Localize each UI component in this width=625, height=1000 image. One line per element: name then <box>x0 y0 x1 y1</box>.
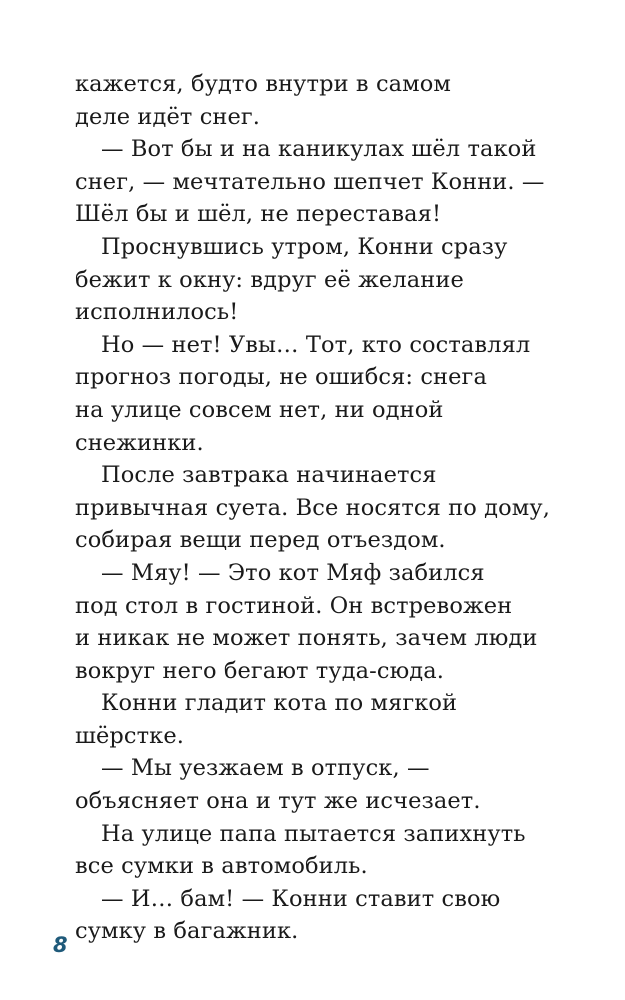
text-line: Но — нет! Увы… Тот, кто составлял <box>101 331 531 358</box>
text-line: все сумки в автомобиль. <box>75 853 368 880</box>
text-line: На улице папа пытается запихнуть <box>101 820 526 847</box>
text-line: на улице совсем нет, ни одной <box>75 396 444 423</box>
text-line: собирая вещи перед отъездом. <box>75 527 446 554</box>
text-line: снежинки. <box>75 429 204 456</box>
text-line: После завтрака начинается <box>101 462 437 489</box>
text-line: — Вот бы и на каникулах шёл такой <box>101 136 537 163</box>
text-line: объясняет она и тут же исчезает. <box>75 788 481 815</box>
text-line: снег, — мечтательно шепчет Конни. — <box>75 168 545 195</box>
text-line: привычная суета. Все носятся по дому, <box>75 494 550 521</box>
page-number: 8 <box>53 933 68 957</box>
body-text <box>75 68 605 948</box>
text-line: — И… бам! — Конни ставит свою <box>101 885 501 912</box>
text-line: Шёл бы и шёл, не переставая! <box>75 201 442 228</box>
text-line: — Мы уезжаем в отпуск, — <box>101 755 430 782</box>
text-line: и никак не может понять, зачем люди <box>75 625 538 652</box>
text-line: вокруг него бегают туда-сюда. <box>75 657 444 684</box>
text-line: исполнилось! <box>75 299 239 326</box>
text-line: Конни гладит кота по мягкой <box>101 690 458 717</box>
text-line: сумку в багажник. <box>75 918 299 945</box>
text-line: деле идёт снег. <box>75 103 261 130</box>
text-line: шёрстке. <box>75 722 185 749</box>
text-line: прогноз погоды, не ошибся: снега <box>75 364 487 391</box>
text-line: кажется, будто внутри в самом <box>75 71 452 97</box>
text-line: Проснувшись утром, Конни сразу <box>101 233 508 260</box>
text-line: бежит к окну: вдруг её желание <box>75 266 464 293</box>
text-line: — Мяу! — Это кот Мяф забился <box>101 559 485 586</box>
text-line: под стол в гостиной. Он встревожен <box>75 592 513 619</box>
